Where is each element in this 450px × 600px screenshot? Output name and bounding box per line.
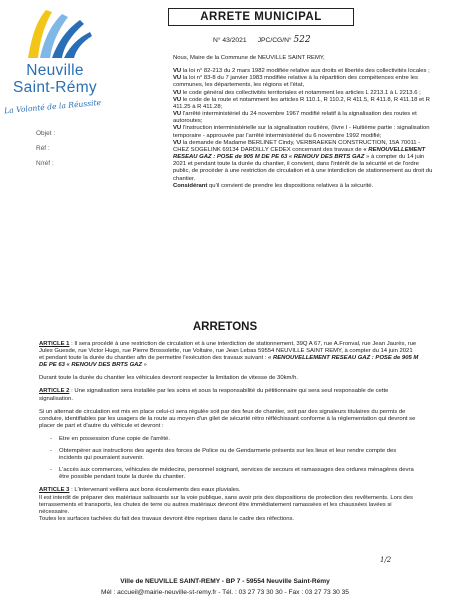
article-3-paragraph: Toutes les surfaces tachées du fait des travaux devront être reprises dans le cadre des réfections. [39,515,295,522]
logo-motto: La Volonté de la Réussite [3,97,102,116]
ref-number-handwritten: 522 [293,35,311,45]
vu-item: VU la loi n° 83-8 du 7 janvier 1983 modifiée relative à la répartition des compétences entre les communes, les départements, les régions et l'état, [173,75,418,89]
mayor-line: Nous, Maire de la Commune de NEUVILLE SAINT REMY, [173,55,325,61]
article-3: ARTICLE 3 : L'intervenant veillera aux bons écoulements des eaux pluviales. [39,487,241,494]
articles [39,341,419,529]
side-label-object: Objet : [36,130,56,137]
considerant-item: Considérant qu'il convient de prendre les dispositions relatives à la sécurité. [173,182,374,189]
ref-code: JPC/CG/N° [257,37,292,44]
list-item: - Obtempérer aux instructions des agents des forces de Police ou de Gendarmerie présents sur les lieux et leur rendre compte des incidents qui pourraient survenir. [59,448,419,462]
footer-contact: Mél : accueil@mairie-neuville-st-remy.fr - Tél. : 03 27 73 30 30 - Fax : 03 27 73 30 35 [101,589,349,596]
list-item: - Etre en possession d'une copie de l'arrêté. [59,436,419,443]
vu-item: VU l'arrêté interministériel du 24 novembre 1967 modifié relatif à la signalisation des routes et autoroutes; [173,111,417,125]
side-label-ref: Réf : [36,145,50,152]
vu-item: VU la demande de Madame BERLINET Cindy, VERBRAEKEN CONSTRUCTION, 15A 70011 - CHEZ SOGELINK 69134 DARDILLY CEDEX concernant des travaux de « RENOUVELLEMENT RESEAU GAZ : POSE de 905 M DE PE 63 « RENOUV DES BRTS GAZ » à compter du 14 juin 2021 et pendant toute la durée du chantier, il convient, dans l'intérêt de la sécurité et de l'ordre public, de procéder à une restriction de circulation et à une interdiction de stationnement au droit du chantier. [173,139,433,182]
logo-emblem-icon [6,6,104,62]
vu-item: VU le code de la route et notamment les articles R 110.1, R 110.2, R 411.5, R 411.8, R 411.18 et R 411.25 à R 411.28; [173,96,430,110]
page-number: 1/2 [380,556,392,564]
speed-limit-note: Durant toute la durée du chantier les véhicules devront respecter la limitation de vitesse de 30km/h. [39,375,299,382]
vu-item: VU la loi n° 82-213 du 2 mars 1982 modifiée relative aux droits et libertés des collectivités locales ; [173,68,430,75]
article-2: ARTICLE 2 : Une signalisation sera installée par les soins et sous la responsabilité du pétitionnaire qui sera seul responsable de cette signalisation. [39,388,389,402]
alternat-paragraph: Si un alternat de circulation est mis en place celui-ci sera régulée soit par des feux de chantier, soit par des signaleurs titulaires du permis de conduire, identifiables par les usagers de la route au moyen d'un gilet de sécurité rétro réfléchissant conforme à la réglementation qui devront se placer de part et d'autre du véhicule et devront : [39,408,416,429]
article-1: ARTICLE 1 : Il sera procédé à une restriction de circulation et à une interdiction de stationnement, 39Q A 67, rue A.Fronval, rue Jean Jaurès, rue Jules Guesde, rue Victor Hugo, rue Pierre Brossolette, rue Voltaire, rue Jean Lebas 59554 NEUVILLE SAINT REMY, à compter du 14 juin 2021 et pendant toute la durée du chantier afin de permettre l'exécution des travaux suivant : « RENOUVELLEMENT RESEAU GAZ : POSE de 905 M DE PE 63 « RENOUV DES BRTS GAZ » [39,341,419,369]
reference-line [213,35,311,45]
list-item: - L'accès aux commerces, véhicules de médecins, personnel soignant, services de secours et ramassages des ordures ménagères devra être possible pendant toute la durée du chantier. [59,467,419,481]
footer-address: Ville de NEUVILLE SAINT-REMY - BP 7 - 59554 Neuville Saint-Rémy [120,578,330,585]
arretons-heading: ARRETONS [192,321,258,333]
logo-name-line2: Saint-Rémy [13,79,97,96]
footer [0,578,450,596]
obligations-list [39,436,419,481]
side-label-nref: N/réf : [36,160,54,167]
town-logo [3,6,104,118]
preamble [173,55,435,190]
document-title: ARRETE MUNICIPAL [168,8,354,26]
article-3-paragraph: Il est interdit de préparer des matériaux salissants sur la voie publique, sans avoir pris des dispositions de protection des revêtements. Lors des terrassements et transports, les chutes de terre ou autres matériaux devront être immédiatement ramassées et les chaussées lavées si nécessaire. [39,494,413,515]
logo-name-line1: Neuville [26,62,84,79]
vu-item: VU le code général des collectivités territoriales et notamment les articles L 2213.1 à L 2213.6 ; [173,89,421,96]
ref-prefix: N° 43/2021 [213,37,247,44]
vu-item: VU l'instruction interministérielle sur la signalisation routière, (livre I - Huitième partie : signalisation temporaire - approuvée par l'arrêté interministériel du 6 novembre 1992 modifié; [173,125,430,139]
